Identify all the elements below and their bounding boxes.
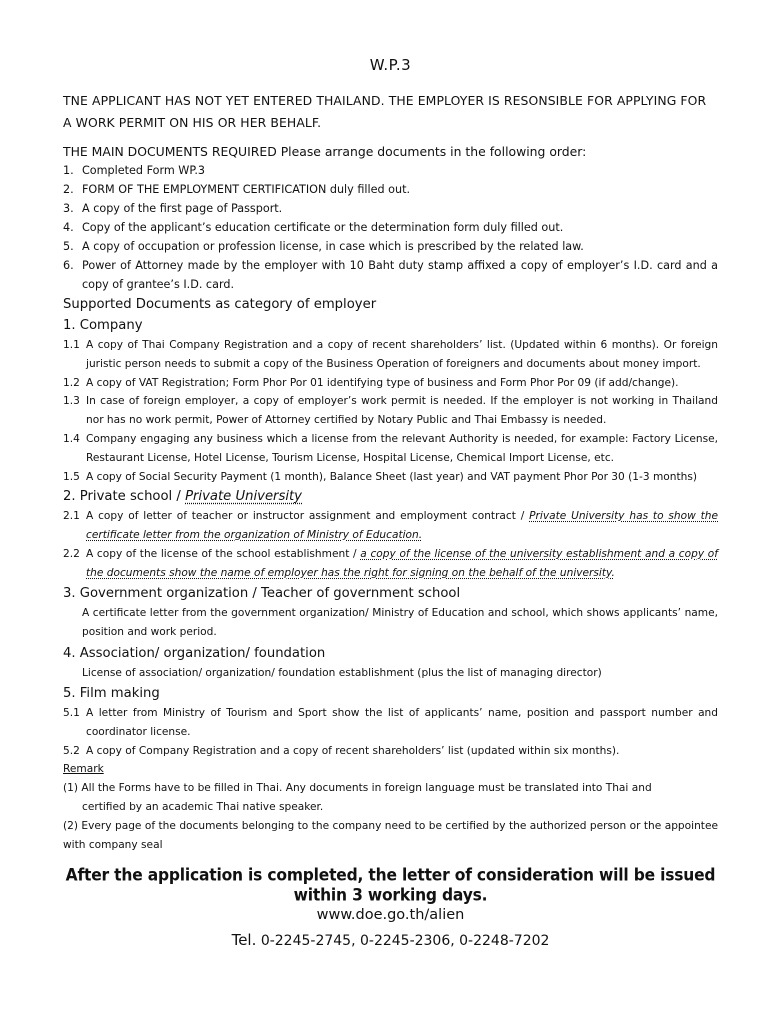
document-page [63, 56, 718, 949]
list-item: 5.2 A copy of Company Registration and a copy of recent shareholders’ list (updated within six months). [63, 744, 620, 757]
section-heading-private-school: 2. Private school / Private University [63, 489, 302, 505]
list-item: 1. Completed Form WP.3 [63, 164, 206, 177]
list-item: 3. A copy of the first page of Passport. [63, 202, 283, 215]
supported-documents-heading: Supported Documents as category of employer [63, 297, 377, 312]
list-item: 1.4 Company engaging any business which a license from the relevant Authority is needed, for example: Factory License, Restaurant License, Hotel License, Tourism License, Hospital License, Chemical Import License, etc. [63, 432, 718, 464]
list-item: 1.3 In case of foreign employer, a copy of employer’s work permit is needed. If the employer is not working in Thailand nor has no work permit, Power of Attorney certified by Notary Public and Thai Embassy is needed. [63, 395, 718, 427]
main-documents-list [63, 161, 718, 294]
list-item: 6. Power of Attorney made by the employer with 10 Baht duty stamp affixed a copy of employer’s I.D. card and a copy of grantee’s I.D. card. [63, 259, 718, 291]
list-item: 1.2 A copy of VAT Registration; Form Phor Por 01 identifying type of business and Form Phor Por 09 (if add/change). [63, 376, 679, 389]
main-documents-heading: THE MAIN DOCUMENTS REQUIRED Please arrange documents in the following order: [63, 144, 587, 159]
list-item: 2. FORM OF THE EMPLOYMENT CERTIFICATION duly filled out. [63, 183, 411, 196]
form-title: W.P.3 [369, 56, 412, 74]
remark-heading: Remark [63, 763, 104, 776]
remark-item: (2) Every page of the documents belonging to the company need to be certified by the authorized person or the appointee with company seal [63, 820, 718, 852]
processing-time-banner: After the application is completed, the letter of consideration will be issued within 3 working days. [65, 865, 716, 906]
section-heading-film-making: 5. Film making [63, 686, 160, 702]
list-item: 4. Copy of the applicant’s education certificate or the determination form duly filled out. [63, 221, 564, 234]
section-heading-government: 3. Government organization / Teacher of government school [63, 585, 461, 601]
list-item: 5. A copy of occupation or profession license, in case which is prescribed by the related law. [63, 240, 584, 253]
remark-item: (1) All the Forms have to be filled in Thai. Any documents in foreign language must be translated into Thai and certified by an academic Thai native speaker. [63, 782, 652, 814]
association-paragraph: License of association/ organization/ foundation establishment (plus the list of managing director) [82, 666, 602, 679]
list-item: 5.1 A letter from Ministry of Tourism and Sport show the list of applicants’ name, position and passport number and coordinator license. [63, 707, 718, 738]
list-item: 2.1 A copy of letter of teacher or instructor assignment and employment contract / Private University has to show the certificate letter from the organization of Ministry of Education. [63, 510, 718, 542]
intro-paragraph: TNE APPLICANT HAS NOT YET ENTERED THAILAND. THE EMPLOYER IS RESONSIBLE FOR APPLYING FOR A WORK PERMIT ON HIS OR HER BEHALF. [63, 93, 707, 130]
telephone-line: Tel. 0-2245-2745, 0-2245-2306, 0-2248-7202 [231, 931, 550, 950]
government-paragraph: A certificate letter from the government organization/ Ministry of Education and school, which shows applicants’ name, position and work period. [82, 606, 718, 639]
website-link[interactable]: www.doe.go.th/alien [316, 907, 465, 924]
list-item: 1.1 A copy of Thai Company Registration and a copy of recent shareholders’ list. (Updated within 6 months). Or foreign juristic person needs to submit a copy of the Business Operation of foreigners and documents about money import. [63, 339, 718, 370]
section-heading-association: 4. Association/ organization/ foundation [63, 645, 326, 661]
section-heading-company: 1. Company [63, 318, 143, 333]
list-item: 1.5 A copy of Social Security Payment (1 month), Balance Sheet (last year) and VAT payment Phor Por 30 (1-3 months) [63, 470, 697, 483]
list-item: 2.2 A copy of the license of the school establishment / a copy of the license of the university establishment and a copy of the documents show the name of employer has the right for signing on the behalf of the university. [63, 547, 718, 579]
